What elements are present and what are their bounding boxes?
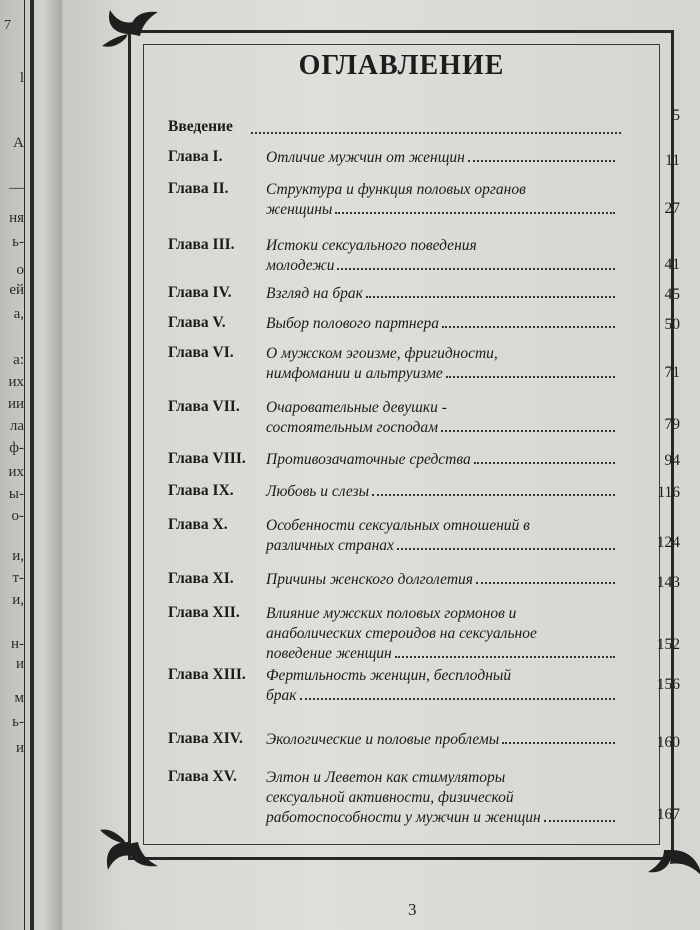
page-ref: 5	[672, 107, 680, 124]
chapter-title-line	[266, 666, 618, 686]
dot-leader	[300, 698, 615, 700]
chapter-label: Глава XIII.	[168, 666, 246, 683]
chapter-title	[266, 768, 618, 828]
chapter-title-line	[266, 482, 618, 502]
chapter-title-line	[266, 450, 618, 470]
chapter-title-text: женщины	[266, 201, 333, 218]
chapter-title-line	[266, 686, 618, 706]
chapter-title	[266, 482, 618, 502]
page-ref: 156	[656, 676, 680, 693]
chapter-label: Глава XV.	[168, 768, 237, 785]
chapter-title-line	[266, 624, 618, 644]
chapter-title-text: Отличие мужчин от женщин	[266, 149, 465, 166]
previous-page-fragment: и,	[12, 548, 24, 564]
chapter-title	[266, 180, 618, 220]
page-ref: 124	[656, 534, 680, 551]
chapter-title-text: Структура и функция половых органов	[266, 181, 526, 198]
toc-title: ОГЛАВЛЕНИЕ	[298, 50, 505, 81]
chapter-label: Глава VIII.	[168, 450, 246, 467]
previous-page-fragment: ы-	[8, 486, 24, 502]
chapter-title	[266, 148, 618, 168]
chapter-label: Глава V.	[168, 314, 226, 331]
chapter-title-line	[266, 418, 618, 438]
chapter-label: Глава II.	[168, 180, 229, 197]
corner-ornament-bottom-left-icon	[96, 812, 160, 876]
chapter-title-text: нимфомании и альтруизме	[266, 365, 443, 382]
chapter-title-text: Экологические и половые проблемы	[266, 731, 500, 748]
page-ref: 167	[656, 806, 680, 823]
chapter-title-line	[266, 398, 618, 418]
chapter-title-text: Противозачаточные средства	[266, 451, 471, 468]
chapter-label: Глава XI.	[168, 570, 234, 587]
previous-page-border-thin	[24, 0, 25, 930]
previous-page-fragment: l	[19, 70, 24, 86]
corner-ornament-bottom-right-icon	[646, 820, 700, 884]
dot-leader	[441, 430, 615, 432]
chapter-title-line	[266, 604, 618, 624]
chapter-label: Глава XIV.	[168, 730, 243, 747]
previous-page-fragment: о	[16, 262, 24, 278]
intro-label: Введение	[168, 118, 233, 135]
chapter-label: Глава VI.	[168, 344, 234, 361]
page-ref: 71	[664, 364, 680, 381]
chapter-title-text: сексуальной активности, физической	[266, 789, 514, 806]
chapter-title-text: брак	[266, 687, 297, 704]
dot-leader	[442, 326, 615, 328]
chapter-title-text: молодежи	[266, 257, 335, 274]
chapter-title-line	[266, 236, 618, 256]
previous-page-fragment: ии	[7, 396, 24, 412]
chapter-label: Глава VII.	[168, 398, 240, 415]
chapter-title-line	[266, 314, 618, 334]
chapter-title-text: Особенности сексуальных отношений в	[266, 517, 530, 534]
chapter-title-line	[266, 364, 618, 384]
previous-page-fragment: а,	[13, 306, 24, 322]
previous-page-number: 7	[4, 18, 11, 33]
chapter-title	[266, 284, 618, 304]
dot-leader	[474, 462, 615, 464]
page-ref: 27	[664, 200, 680, 217]
previous-page-fragment: ь-	[12, 234, 24, 250]
chapter-title	[266, 730, 618, 750]
chapter-title-text: О мужском эгоизме, фригидности,	[266, 345, 498, 362]
chapter-title-text: Выбор полового партнера	[266, 315, 439, 332]
chapter-title-line	[266, 148, 618, 168]
chapter-title-text: Причины женского долголетия	[266, 571, 473, 588]
dot-leader	[251, 132, 621, 134]
chapter-title-line	[266, 570, 618, 590]
previous-page-fragment: ей	[9, 282, 24, 298]
previous-page-fragment: и	[15, 656, 24, 672]
chapter-label: Глава IX.	[168, 482, 234, 499]
chapter-title-text: различных странах	[266, 537, 394, 554]
chapter-title	[266, 314, 618, 334]
chapter-title-text: работоспособности у мужчин и женщин	[266, 809, 541, 826]
page-ref: 94	[664, 452, 680, 469]
chapter-title-text: состоятельным господам	[266, 419, 438, 436]
chapter-title	[266, 604, 618, 664]
dot-leader	[366, 296, 615, 298]
dot-leader	[395, 656, 615, 658]
dot-leader	[468, 160, 615, 162]
dot-leader	[337, 268, 615, 270]
previous-page-fragment: т-	[12, 570, 24, 586]
chapter-title	[266, 236, 618, 276]
page-ref: 11	[665, 152, 680, 169]
previous-page-fragment: н-	[10, 636, 24, 652]
chapter-label: Глава X.	[168, 516, 228, 533]
previous-page-fragment: А	[13, 135, 24, 151]
chapter-title-line	[266, 788, 618, 808]
previous-page-border	[30, 0, 34, 930]
chapter-title	[266, 398, 618, 438]
previous-page-fragment: ь-	[12, 714, 24, 730]
previous-page-fragment: —	[9, 180, 24, 196]
chapter-title-text: Истоки сексуального поведения	[266, 237, 477, 254]
chapter-title	[266, 450, 618, 470]
chapter-title	[266, 570, 618, 590]
previous-page-fragment: ла	[9, 418, 24, 434]
chapter-title	[266, 666, 618, 706]
chapter-title-line	[266, 284, 618, 304]
chapter-label: Глава I.	[168, 148, 223, 165]
dot-leader	[397, 548, 615, 550]
chapter-title	[266, 344, 618, 384]
chapter-title-text: Любовь и слезы	[266, 483, 370, 500]
previous-page-fragment: их	[8, 464, 24, 480]
dot-leader	[446, 376, 615, 378]
chapter-title	[266, 516, 618, 556]
dot-leader	[372, 494, 615, 496]
chapter-title-text: Элтон и Леветон как стимуляторы	[266, 769, 506, 786]
previous-page-fragment: и	[15, 740, 24, 756]
dot-leader	[544, 820, 615, 822]
previous-page-fragment: и,	[12, 592, 24, 608]
page-ref: 160	[656, 734, 680, 751]
chapter-title-line	[266, 256, 618, 276]
chapter-title-text: анаболических стероидов на сексуальное	[266, 625, 537, 642]
chapter-title-line	[266, 200, 618, 220]
page-ref: 152	[656, 636, 680, 653]
previous-page-fragment: а:	[13, 352, 24, 368]
chapter-title-text: Влияние мужских половых гормонов и	[266, 605, 517, 622]
page-number: 3	[408, 900, 417, 919]
chapter-title-text: Очаровательные девушки -	[266, 399, 447, 416]
dot-leader	[476, 582, 615, 584]
dot-leader	[502, 742, 615, 744]
chapter-title-line	[266, 516, 618, 536]
previous-page-fragment: о-	[11, 508, 24, 524]
chapter-title-line	[266, 536, 618, 556]
chapter-title-line	[266, 644, 618, 664]
page-ref: 79	[664, 416, 680, 433]
chapter-title-line	[266, 180, 618, 200]
previous-page-fragment: ф-	[9, 440, 24, 456]
page-ref: 41	[664, 256, 680, 273]
previous-page-fragment: их	[8, 374, 24, 390]
page-ref: 143	[656, 574, 680, 591]
page-ref: 50	[664, 316, 680, 333]
chapter-label: Глава III.	[168, 236, 235, 253]
chapter-title-line	[266, 344, 618, 364]
chapter-title-text: Фертильность женщин, бесплодный	[266, 667, 512, 684]
previous-page-fragment: м	[14, 690, 24, 706]
page-ref: 116	[657, 484, 680, 501]
chapter-title-line	[266, 730, 618, 750]
chapter-label: Глава IV.	[168, 284, 232, 301]
chapter-label: Глава XII.	[168, 604, 240, 621]
chapter-title-text: Взгляд на брак	[266, 285, 363, 302]
page-ref: 45	[664, 286, 680, 303]
dot-leader	[335, 212, 615, 214]
previous-page-fragment: ня	[9, 210, 24, 226]
chapter-title-text: поведение женщин	[266, 645, 392, 662]
previous-page-edge	[0, 0, 62, 930]
chapter-title-line	[266, 808, 618, 828]
chapter-title-line	[266, 768, 618, 788]
